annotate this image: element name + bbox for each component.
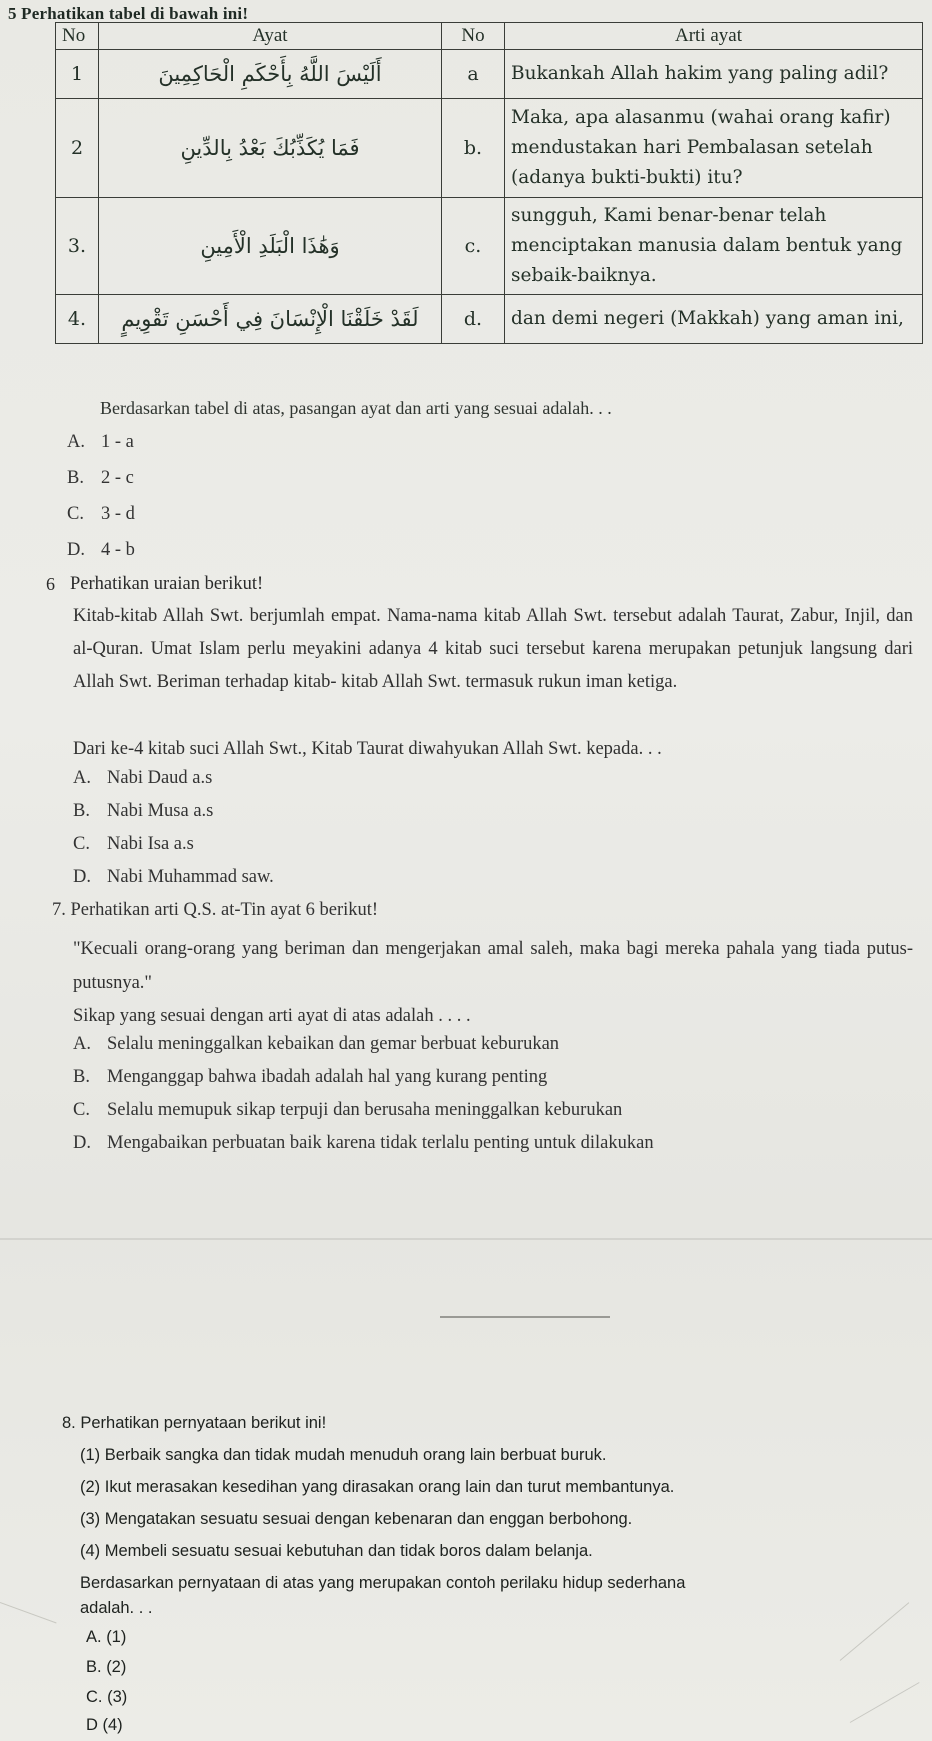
q8-heading: 8. Perhatikan pernyataan berikut ini! (62, 1414, 327, 1432)
q6-option-d[interactable] (73, 867, 274, 888)
option-label: D. (67, 540, 85, 560)
verse-meaning: Bukankah Allah hakim yang paling adil? (505, 50, 923, 99)
q8-statement-4: (4) Membeli sesuatu sesuai kebutuhan dan tidak boros dalam belanja. (80, 1542, 593, 1560)
q6-option-a[interactable] (73, 768, 212, 789)
table-row (56, 198, 923, 295)
q8-statement-1: (1) Berbaik sangka dan tidak mudah menuduh orang lain berbuat buruk. (80, 1446, 607, 1464)
arabic-verse: أَلَيْسَ اللَّهُ بِأَحْكَمِ الْحَاكِمِينَ (99, 50, 442, 99)
header-ayat: Ayat (99, 23, 442, 50)
q8-option-d[interactable] (86, 1716, 123, 1735)
q8-question-line-2: adalah. . . (80, 1599, 153, 1617)
row-number: 4. (56, 295, 99, 344)
option-text: Selalu meninggalkan kebaikan dan gemar berbuat keburukan (107, 1034, 560, 1054)
header-no-2: No (442, 23, 505, 50)
arabic-verse: فَمَا يُكَذِّبُكَ بَعْدُ بِالدِّينِ (99, 99, 442, 198)
q6-option-c[interactable] (73, 834, 194, 855)
verse-meaning: Maka, apa alasanmu (wahai orang kafir) mendustakan hari Pembalasan setelah (adanya bukti-bukti) itu? (505, 99, 923, 198)
pencil-mark (850, 1682, 920, 1723)
q7-option-a[interactable] (73, 1034, 559, 1055)
option-text: (4) (102, 1716, 123, 1734)
option-label: D (86, 1716, 98, 1734)
row-number: 2 (56, 99, 99, 198)
option-text: Menganggap bahwa ibadah adalah hal yang kurang penting (107, 1067, 548, 1087)
option-text: Nabi Isa a.s (107, 834, 194, 854)
option-label: D. (73, 1133, 91, 1153)
table-row (56, 50, 923, 99)
option-text: 2 - c (101, 468, 134, 488)
option-text: (3) (107, 1688, 128, 1706)
q6-number: 6 (46, 574, 55, 594)
option-text: 1 - a (101, 432, 134, 452)
q6-question: Dari ke-4 kitab suci Allah Swt., Kitab Taurat diwahyukan Allah Swt. kepada. . . (73, 739, 662, 759)
q8-statement-2: (2) Ikut merasakan kesedihan yang dirasakan orang lain dan turut membantunya. (80, 1478, 675, 1496)
option-label: A. (67, 432, 85, 452)
header-arti-ayat: Arti ayat (505, 23, 923, 50)
pencil-mark (0, 1602, 57, 1623)
row-letter: b. (442, 99, 505, 198)
option-text: Nabi Muhammad saw. (107, 867, 274, 887)
q5-option-c[interactable] (67, 504, 135, 525)
arabic-verse: وَهَٰذَا الْبَلَدِ الْأَمِينِ (99, 198, 442, 295)
table-row (56, 99, 923, 198)
q7-option-b[interactable] (73, 1067, 547, 1088)
q8-statement-3: (3) Mengatakan sesuatu sesuai dengan kebenaran dan enggan berbohong. (80, 1510, 633, 1528)
option-label: C. (73, 834, 90, 854)
q8-question-line-1: Berdasarkan pernyataan di atas yang merupakan contoh perilaku hidup sederhana (80, 1574, 686, 1592)
q8-option-c[interactable] (86, 1688, 127, 1707)
q5-table (55, 22, 923, 344)
option-text: (1) (106, 1628, 127, 1646)
row-number: 3. (56, 198, 99, 295)
option-text: Nabi Musa a.s (107, 801, 214, 821)
pencil-mark (840, 1602, 910, 1661)
page-divider (0, 1238, 932, 1240)
q5-heading: 5 Perhatikan tabel di bawah ini! (8, 4, 249, 23)
table-row (56, 295, 923, 344)
option-label: B. (73, 1067, 90, 1087)
q6-paragraph: Kitab-kitab Allah Swt. berjumlah empat. Nama-nama kitab Allah Swt. tersebut adalah Taurat, Zabur, Injil, dan al-Quran. Umat Islam perlu meyakini adanya 4 kitab suci tersebut karena merupakan petunjuk langsung dari Allah Swt. Beriman terhadap kitab- kitab Allah Swt. termasuk rukun iman ketiga. (73, 606, 913, 692)
option-label: A. (86, 1628, 102, 1646)
row-number: 1 (56, 50, 99, 99)
option-label: C. (73, 1100, 90, 1120)
option-text: 4 - b (101, 540, 135, 560)
option-text: (2) (106, 1658, 127, 1676)
verse-meaning: sungguh, Kami benar-benar telah menciptakan manusia dalam bentuk yang sebaik-baiknya. (505, 198, 923, 295)
q6-option-b[interactable] (73, 801, 213, 822)
q5-option-b[interactable] (67, 468, 134, 489)
option-text: Selalu memupuk sikap terpuji dan berusaha meninggalkan keburukan (107, 1100, 623, 1120)
option-label: A. (73, 1034, 91, 1054)
row-letter: c. (442, 198, 505, 295)
q8-option-a[interactable] (86, 1628, 126, 1647)
q5-option-a[interactable] (67, 432, 134, 453)
table-header-row (56, 23, 923, 50)
option-text: Nabi Daud a.s (107, 768, 213, 788)
verse-meaning: dan demi negeri (Makkah) yang aman ini, (505, 295, 923, 344)
short-rule (440, 1316, 610, 1318)
option-label: B. (86, 1658, 102, 1676)
arabic-verse: لَقَدْ خَلَقْنَا الْإِنْسَانَ فِي أَحْسَنِ تَقْوِيمٍ (99, 295, 442, 344)
option-label: A. (73, 768, 91, 788)
q7-question: Sikap yang sesuai dengan arti ayat di atas adalah . . . . (73, 1006, 471, 1026)
option-label: B. (67, 468, 84, 488)
option-label: C. (86, 1688, 103, 1706)
option-label: B. (73, 801, 90, 821)
q7-heading: 7. Perhatikan arti Q.S. at-Tin ayat 6 berikut! (52, 900, 379, 920)
option-label: D. (73, 867, 91, 887)
q8-option-b[interactable] (86, 1658, 126, 1677)
q6-heading: Perhatikan uraian berikut! (70, 574, 264, 594)
row-letter: d. (442, 295, 505, 344)
q7-option-c[interactable] (73, 1100, 622, 1121)
row-letter: a (442, 50, 505, 99)
q5-option-d[interactable] (67, 540, 135, 561)
option-text: 3 - d (101, 504, 135, 524)
option-text: Mengabaikan perbuatan baik karena tidak terlalu penting untuk dilakukan (107, 1133, 654, 1153)
q5-question: Berdasarkan tabel di atas, pasangan ayat dan arti yang sesuai adalah. . . (100, 398, 612, 418)
q7-option-d[interactable] (73, 1133, 654, 1154)
q7-quote: "Kecuali orang-orang yang beriman dan mengerjakan amal saleh, maka bagi mereka pahala yang tiada putus-putusnya." (73, 939, 913, 993)
option-label: C. (67, 504, 84, 524)
header-no: No (56, 23, 99, 50)
